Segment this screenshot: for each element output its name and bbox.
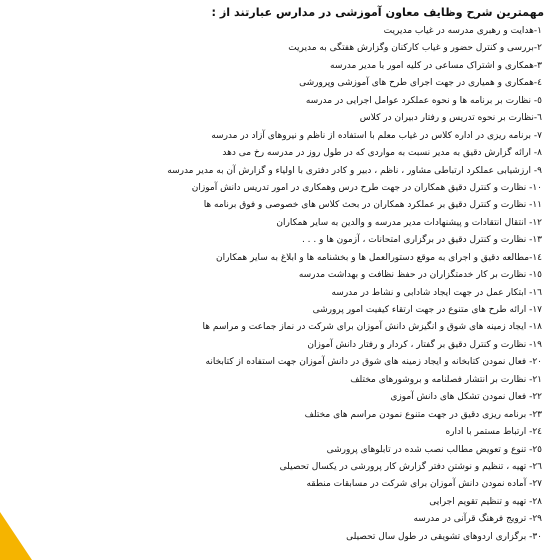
list-item: ۷- برنامه ریزی در اداره کلاس در غیاب معلم با استفاده از ناظم و نیروهای آزاد در مدرسه bbox=[211, 130, 542, 141]
list-item: ۸- ارائه گزارش دقیق به مدیر نسبت به مواردی که در طول روز در مدرسه رخ می دهد bbox=[222, 148, 542, 159]
list-item: ۲٤- ارتباط مستمر با اداره bbox=[445, 427, 542, 438]
list-item: ۲۲- فعال نمودن تشکل های دانش آموزی bbox=[390, 392, 542, 403]
document-title: مهمترین شرح وظایف معاون آموزشی در مدارس عبارتند از : bbox=[211, 6, 544, 19]
list-item: ١٤-مطالعه دقیق و اجرای به موقع دستورالعمل ها و بخشنامه ها و ابلاغ به سایر همکاران bbox=[216, 252, 542, 263]
list-item: ۱۷- ارائه طرح های متنوع در جهت ارتقاء کیفیت امور پرورشی bbox=[312, 305, 542, 315]
list-item: ۹- ارزشیابی عملکرد ارتباطی مشاور ، ناظم ، دبیر و کادر دفتری با اولیاء و گزارش آن به مدیر مدرسه bbox=[167, 165, 542, 176]
list-item: ٥- نظارت بر برنامه ها و نحوه عملکرد عوامل اجرایی در مدرسه bbox=[305, 95, 542, 106]
list-item: ۱۳- نظارت و کنترل دقیق در برگزاری امتحانات ، آزمون ها و . . . bbox=[301, 235, 542, 246]
list-item: ۲۰- فعال نمودن کتابخانه و ایجاد زمینه های شوق در دانش آموزان جهت استفاده از کتابخانه bbox=[205, 357, 542, 368]
list-item: ١٥- نظارت بر کار خدمتگزاران در حفظ نظافت و بهداشت مدرسه bbox=[298, 270, 542, 281]
list-item: ٦-نظارت بر نحوه تدریس و رفتار دبیران در کلاس bbox=[359, 113, 542, 124]
list-item: ۲۸- تهیه و تنظیم تقویم اجرایی bbox=[429, 496, 542, 507]
list-item: ۱۰- نظارت و کنترل دقیق همکاران در جهت طرح درس وهمکاری در امور تدریس دانش آموزان bbox=[191, 182, 542, 193]
document-page bbox=[120, 4, 546, 546]
list-item: ۲۹- ترویج فرهنگ قرآنی در مدرسه bbox=[413, 514, 542, 525]
list-item: ۲٥- تنوع و تعویض مطالب نصب شده در تابلوهای پرورشی bbox=[326, 444, 542, 455]
list-item: ۱۸- ایجاد زمینه های شوق و انگیزش دانش آموزان برای شرکت در نماز جماعت و مراسم ها bbox=[202, 322, 542, 333]
list-item: ۳-همکاری و اشتراک مساعی در کلیه امور با مدیر مدرسه bbox=[330, 60, 542, 71]
list-item: ١٦- ابتکار عمل در جهت ایجاد شادابی و نشاط در مدرسه bbox=[331, 287, 542, 298]
list-item: ۲۱- نظارت بر انتشار فصلنامه و بروشورهای مختلف bbox=[350, 374, 542, 385]
list-item: ۲-بررسی و کنترل حضور و غیاب کارکنان وگزارش هفتگی به مدیریت bbox=[288, 43, 542, 54]
corner-decoration bbox=[0, 512, 32, 560]
list-item: ۱-هدایت و رهبری مدرسه در غیاب مدیریت bbox=[383, 26, 542, 36]
list-item: ۱۹- نظارت و کنترل دقیق بر گفتار ، کردار و رفتار دانش آموزان bbox=[307, 339, 542, 350]
list-item: ۳۰- برگزاری اردوهای تشویقی در طول سال تحصیلی bbox=[346, 531, 542, 542]
list-item: ۲۷- آماده نمودن دانش آموزان برای شرکت در مسابقات منطقه bbox=[306, 479, 542, 490]
list-item: ٤-همکاری و همیاری در جهت اجرای طرح های آموزشی وپرورشی bbox=[299, 78, 542, 89]
list-item: ۱۲- انتقال انتقادات و پیشنهادات مدیر مدرسه و والدین به سایر همکاران bbox=[276, 217, 542, 228]
list-item: ۱۱- نظارت و کنترل دقیق بر عملکرد همکاران در بحث کلاس های خصوصی و فوق برنامه ها bbox=[203, 200, 542, 211]
duties-list bbox=[120, 23, 546, 546]
list-item: ۲٦- تهیه ، تنظیم و نوشتن دفتر گزارش کار پرورشی در یکسال تحصیلی bbox=[279, 461, 542, 472]
list-item: ۲۳- برنامه ریزی دقیق در جهت متنوع نمودن مراسم های مختلف bbox=[304, 409, 542, 420]
